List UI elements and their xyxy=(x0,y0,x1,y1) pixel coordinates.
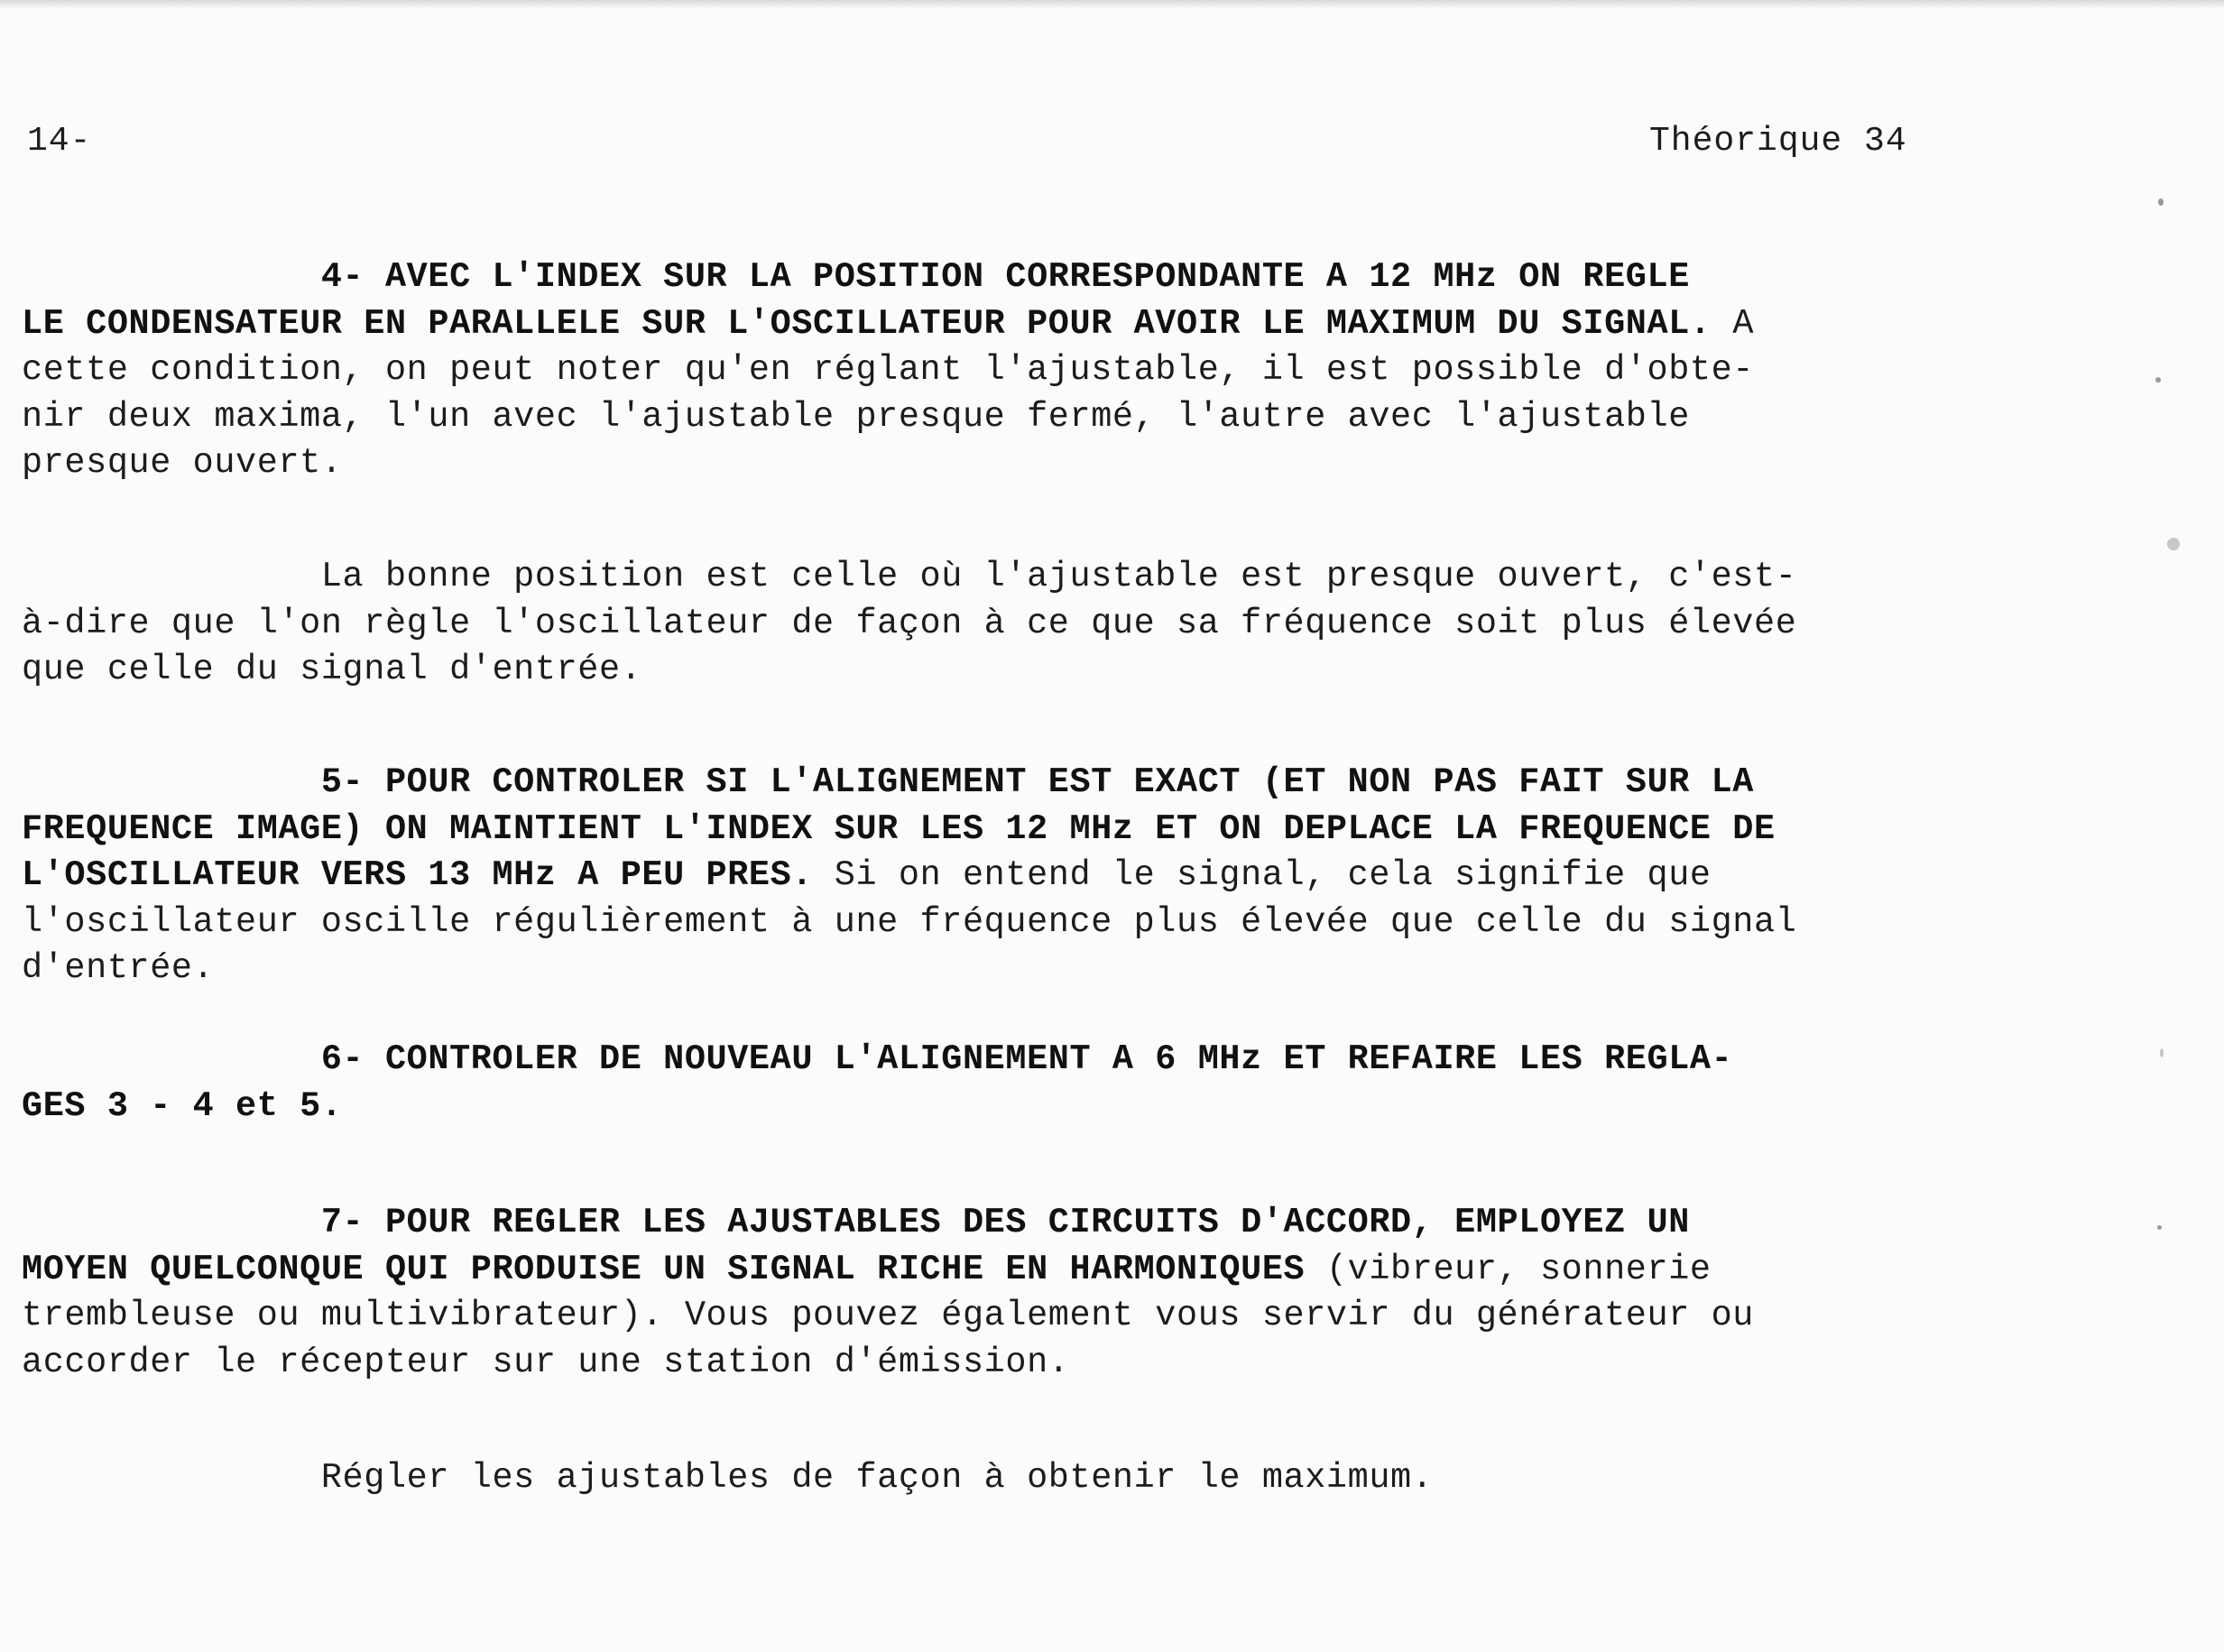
step-5-line-2: FREQUENCE IMAGE) ON MAINTIENT L'INDEX SUR LES 12 MHz ET ON DEPLACE LA FREQUENCE DE xyxy=(22,808,1776,849)
step-4-line-4: nir deux maxima, l'un avec l'ajustable presque fermé, l'autre avec l'ajustable xyxy=(22,396,1690,437)
paragraph-step-4 xyxy=(22,254,1989,487)
step-6-line-1: 6- CONTROLER DE NOUVEAU L'ALIGNEMENT A 6 MHz ET REFAIRE LES REGLA- xyxy=(22,1039,1733,1079)
page-number: 14- xyxy=(27,122,92,161)
section-title: Théorique 34 xyxy=(1649,122,1907,161)
step-4-line-2-rest: A xyxy=(1711,303,1755,344)
scan-speck xyxy=(2155,377,2161,383)
paragraph-step-5 xyxy=(22,760,1989,992)
scan-speck xyxy=(2167,538,2180,550)
step-4-line-1: 4- AVEC L'INDEX SUR LA POSITION CORRESPONDANTE A 12 MHz ON REGLE xyxy=(22,257,1690,297)
step-5-line-1: 5- POUR CONTROLER SI L'ALIGNEMENT EST EXACT (ET NON PAS FAIT SUR LA xyxy=(22,762,1755,802)
scan-speck xyxy=(2157,1225,2162,1230)
step-7-line-1: 7- POUR REGLER LES AJUSTABLES DES CIRCUITS D'ACCORD, EMPLOYEZ UN xyxy=(22,1203,1690,1242)
step-5-line-3: L'OSCILLATEUR VERS 13 MHz A PEU PRES. xyxy=(22,855,814,895)
step-7-line-2-rest: (vibreur, sonnerie xyxy=(1305,1249,1712,1289)
step-4-line-5: presque ouvert. xyxy=(22,443,343,483)
good-position-line-3: que celle du signal d'entrée. xyxy=(22,650,642,689)
final-line-1: Régler les ajustables de façon à obtenir le maximum. xyxy=(22,1458,1434,1498)
paragraph-step-6 xyxy=(22,1037,1989,1130)
scan-speck xyxy=(2158,198,2164,206)
step-4-line-3: cette condition, on peut noter qu'en réglant l'ajustable, il est possible d'obte- xyxy=(22,350,1755,390)
step-7-line-2: MOYEN QUELCONQUE QUI PRODUISE UN SIGNAL RICHE EN HARMONIQUES xyxy=(22,1249,1306,1289)
step-4-line-2: LE CONDENSATEUR EN PARALLELE SUR L'OSCILLATEUR POUR AVOIR LE MAXIMUM DU SIGNAL. xyxy=(22,303,1712,344)
step-5-line-3-rest: Si on entend le signal, cela signifie que xyxy=(813,855,1712,895)
step-6-line-2: GES 3 - 4 et 5. xyxy=(22,1085,343,1126)
paragraph-good-position xyxy=(22,554,1989,694)
paragraph-final-adjustment xyxy=(22,1455,1989,1502)
step-7-line-4: accorder le récepteur sur une station d'émission. xyxy=(22,1342,1070,1382)
scan-top-edge xyxy=(0,0,2224,9)
good-position-line-2: à-dire que l'on règle l'oscillateur de façon à ce que sa fréquence soit plus élevée xyxy=(22,603,1797,643)
scan-speck xyxy=(2160,1048,2164,1057)
step-7-line-3: trembleuse ou multivibrateur). Vous pouvez également vous servir du générateur ou xyxy=(22,1296,1755,1335)
step-5-line-5: d'entrée. xyxy=(22,948,215,988)
step-5-line-4: l'oscillateur oscille régulièrement à une fréquence plus élevée que celle du signal xyxy=(22,901,1797,942)
paragraph-step-7 xyxy=(22,1200,1989,1386)
good-position-line-1: La bonne position est celle où l'ajustable est presque ouvert, c'est- xyxy=(22,557,1797,596)
